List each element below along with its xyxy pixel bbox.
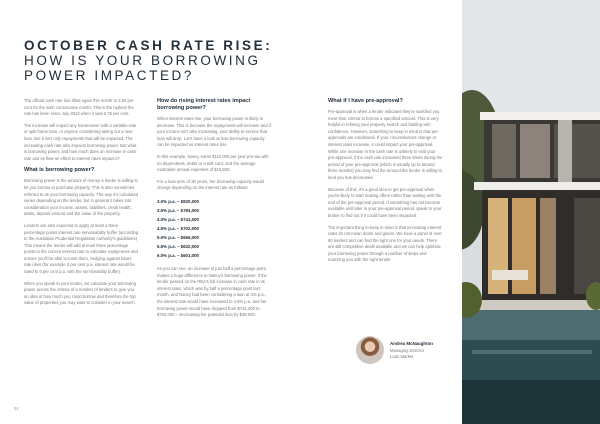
rate-list (157, 197, 272, 260)
author-company: Loan Market (390, 354, 414, 359)
headline-line-1: OCTOBER CASH RATE RISE: (24, 38, 273, 53)
paragraph: The important thing to keep in mind is that increasing interest rates do not mean doom and gloom. We have a panel of over 60 lenders and can find the right one for your needs. There are still competitive deals available and we can help optimise your borrowing power through a number of steps and matching you with the right lender. (328, 224, 442, 263)
text-column-1 (24, 98, 139, 312)
rate-item: 4.5% p.a. – $702,000 (157, 225, 199, 231)
subheading-pre-approval: What if I have pre-approval? (328, 98, 403, 104)
paragraph: Lenders are also expected to apply at least a three percentage points interest rate serviceability buffer (according to the Australian Prudential Regulation Authority's guidelines). This means the lender will add at least three percentage points to the current interest rate to calculate repayments and ensure you'll be able to meet them, hedging against future rate rises (for example 3 per cent p.a. interest rate would be rated to 6 per cent p.a. with the serviceability buffer). (24, 222, 139, 275)
paragraph: Pre-approval is when a lender indicates they're satisfied you meet their criteria to borrow a specified amount. This is very helpful in refining your property search and bidding with confidence. However, something to keep in mind is that pre-approvals are conditional. If your circumstances change or interest rates increase, it could impact your pre-approval. While one increase in the cash rate is unlikely to void your pre-approval, if the cash rate increased three times during the period of your pre-approval (which is usually up to around three months) you may find the amount the lender is willing to lend you has decreased. (328, 109, 443, 180)
rate-item: 5.5% p.a. – $632,000 (157, 243, 199, 249)
house-photo (462, 0, 600, 424)
subheading-borrowing-power: What is borrowing power? (24, 167, 95, 174)
rate-item: 3.0% p.a. – $830,000 (157, 198, 199, 204)
page-number: 02 (14, 406, 19, 411)
text-column-3 (328, 98, 443, 269)
paragraph: Borrowing power is the amount of money a lender is willing to let you borrow to purchase property. This is also sometimes referred to as your borrowing capacity. The way it's calculated varies depending on the lender, but in general it takes into consideration your income, assets, liabilities, credit health, debts, deposit amount and the value of the property. (24, 178, 139, 217)
author-name: Andrea McNaughton (390, 341, 433, 346)
author-avatar (356, 336, 384, 364)
rate-item: 3.5% p.a. – $784,000 (157, 207, 199, 213)
paragraph: When interest rates rise, your borrowing power is likely to decrease. This is because the repayments will increase and if your income isn't also increasing, your ability to service that loan will drop. Let's have a look at how borrowing capacity can be impacted as interest rates rise. (157, 116, 271, 148)
author-signoff (356, 336, 456, 368)
rate-item: 5.0% p.a. – $666,000 (157, 234, 199, 240)
paragraph: Because of this, it's a good idea to get pre-approval when you're likely to start making offers rather than waiting until the end of the pre-approval period. If something has not become available until later in your pre-approval period, speak to your broker to find out if it could have been impacted. (328, 186, 442, 218)
paragraph: As you can see, an increase of just half a percentage point makes a huge difference to Nancy's borrowing power. If the lender passed on the RBA's full increase in cash rate in its interest rates, which was by half a percentage point last month, and Nancy had been considering a loan at 4% p.a., the interest rate would have increased to 4.5% p.a. and her borrowing power would have dropped from $741,000 to $702,000 – decreasing her potential loan by $39,000. (157, 265, 267, 318)
author-role: Managing Director (390, 348, 425, 353)
paragraph: The increase will impact any homeowner with a variable-rate or split home loan, or anyone considering taking out a new loan. But it isn't only repayments that will be impacted. The increasing cash rate also impacts borrowing power. But what is borrowing power, and how much does an increase in cash rate and its flow-on effect to interest rates impact it? (24, 122, 137, 161)
text-column-2 (157, 98, 272, 324)
headline-line-3: POWER IMPACTED? (24, 68, 195, 83)
paragraph: For a loan term of 30 years, her borrowing capacity would change depending on the interest rate as follows: (157, 178, 264, 191)
paragraph: In this example, Nancy earns $110,000 per year pre-tax with no dependents, debts or credit card, and the average Australian annual expenses of $16,500. (157, 153, 269, 173)
rate-item: 4.0% p.a. – $741,000 (157, 216, 199, 222)
subheading-rising-rates: How do rising interest rates impact borrowing power? (157, 98, 251, 111)
paragraph: When you speak to your lender, we calculate your borrowing power across the criteria of a number of lenders to give you an idea of how much you could borrow and therefore the top value of properties you may want to consider in your search. (24, 280, 136, 306)
headline-line-2: HOW IS YOUR BORROWING (24, 53, 261, 68)
paragraph: The official cash rate has lifted again this month to 2.60 per cent for the sixth consecutive month. This is the highest the rate has been since July 2013 when it was 2.75 per cent. (24, 98, 134, 117)
rate-item: 6.0% p.a. – $601,000 (157, 252, 199, 258)
article-headline (24, 38, 324, 83)
